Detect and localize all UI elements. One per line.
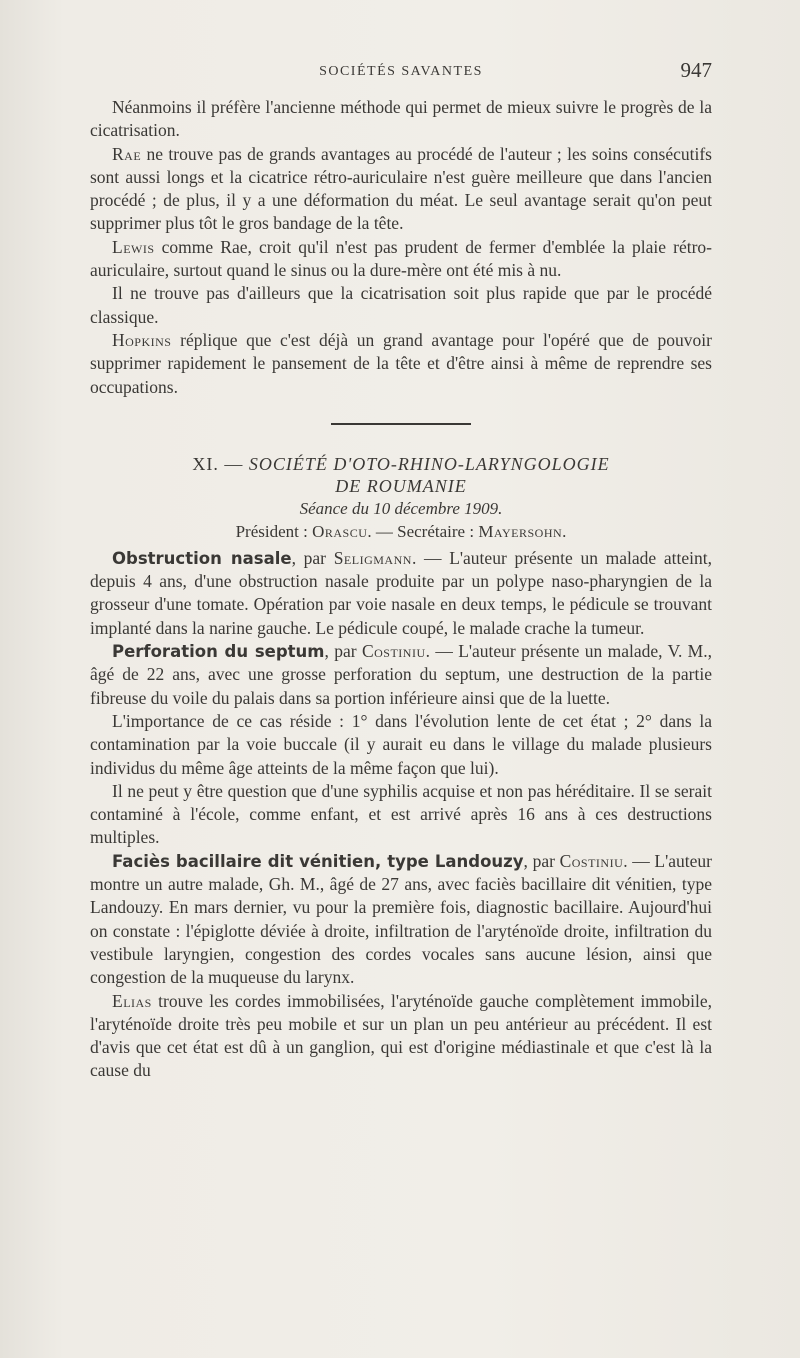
section-number: XI. — — [192, 453, 244, 474]
section-title-line2: DE ROUMANIE — [335, 475, 467, 496]
paragraph: Obstruction nasale, par Seligmann. — L'auteur présente un malade atteint, depuis 4 ans, d'une obstruction nasale produite par un polype naso-pharyngien de la grosseur d'une tomate. Opération par voie nasale en deux temps, le pédicule se trouvant implanté dans la narine gauche. Le pédicule coupé, le malade crache la tumeur. — [90, 547, 712, 638]
paragraph: L'importance de ce cas réside : 1° dans l'évolution lente de cet état ; 2° dans la contamination par la voie buccale (il y aurait eu dans le village du malade plusieurs individus du même âge atteints de la même façon que lui). — [90, 710, 712, 778]
author-name: Hopkins — [112, 329, 172, 350]
paragraph: Néanmoins il préfère l'ancienne méthode qui permet de mieux suivre le progrès de la cicatrisation. — [90, 97, 712, 141]
paragraph: Il ne trouve pas d'ailleurs que la cicatrisation soit plus rapide que par le procédé classique. — [90, 283, 712, 327]
running-head: SOCIÉTÉS SAVANTES — [319, 64, 483, 79]
officers-line: Président : Orascu. — Secrétaire : Mayersohn. — [235, 521, 567, 541]
section-divider — [331, 423, 471, 425]
topic-heading: Perforation du septum — [112, 642, 325, 662]
author-name: Costiniu — [559, 850, 624, 871]
paragraph: Elias trouve les cordes immobilisées, l'aryténoïde gauche complètement immobile, l'aryténoïde droite très peu mobile et sur un plan un peu antérieur au précédent. Il est d'avis que cet état est dû à un ganglion, qui est d'origine médiastinale et que c'est là la cause du — [90, 990, 712, 1081]
page-number: 947 — [680, 58, 712, 82]
author-name: Seligmann — [333, 547, 412, 568]
paragraph: Faciès bacillaire dit vénitien, type Landouzy, par Costiniu. — L'auteur montre un autre malade, Gh. M., âgé de 27 ans, avec faciès bacillaire dit vénitien, type Landouzy. En mars dernier, vu pour la première fois, diagnostic bacillaire. Aujourd'hui on constate : l'épiglotte déviée à droite, infiltration de l'aryténoïde droite, infiltration du vestibule laryngien, congestion des cordes vocales sans aucune lésion, ainsi que congestion de la muqueuse du larynx. — [90, 850, 712, 988]
body-text — [90, 96, 712, 1083]
topic-heading: Obstruction nasale — [112, 548, 292, 568]
topic-heading: Faciès bacillaire dit vénitien, type Landouzy — [112, 851, 524, 871]
author-name: Lewis — [112, 236, 155, 257]
author-name: Elias — [112, 990, 152, 1011]
section-title-line1: SOCIÉTÉ D'OTO-RHINO-LARYNGOLOGIE — [248, 453, 610, 474]
page-header — [90, 58, 712, 88]
author-name: Rae — [112, 143, 142, 164]
paragraph: Hopkins réplique que c'est déjà un grand avantage pour l'opéré que de pouvoir supprimer rapidement le pansement de la tête et d'être ainsi à même de reprendre ses occupations. — [90, 329, 712, 397]
author-name: Costiniu — [361, 641, 426, 662]
president-name: Orascu — [312, 521, 368, 541]
paragraph: Perforation du septum, par Costiniu. — L'auteur présente un malade, V. M., âgé de 22 ans, avec une grosse perforation du septum, une destruction de la partie fibreuse du voile du palais dans sa portion inférieure ainsi que de la luette. — [90, 641, 712, 708]
seance-date: Séance du 10 décembre 1909. — [299, 498, 503, 518]
paragraph: Rae ne trouve pas de grands avantages au procédé de l'auteur ; les soins consécutifs sont aussi longs et la cicatrice rétro-auriculaire n'est guère meilleure que dans l'ancien procédé ; de plus, il y a une déformation du méat. Le seul avantage serait qu'on peut supprimer plus tôt le gros bandage de la tête. — [90, 143, 712, 234]
secretary-name: Mayersohn — [478, 521, 563, 541]
section-title — [90, 453, 712, 475]
paragraph: Lewis comme Rae, croit qu'il n'est pas prudent de fermer d'emblée la plaie rétro-auriculaire, surtout quand le sinus ou la dure-mère ont été mis à nu. — [90, 236, 712, 281]
paragraph: Il ne peut y être question que d'une syphilis acquise et non pas héréditaire. Il se serait contaminé à l'école, comme enfant, et est arrivé après 16 ans à ces destructions multiples. — [90, 780, 712, 848]
